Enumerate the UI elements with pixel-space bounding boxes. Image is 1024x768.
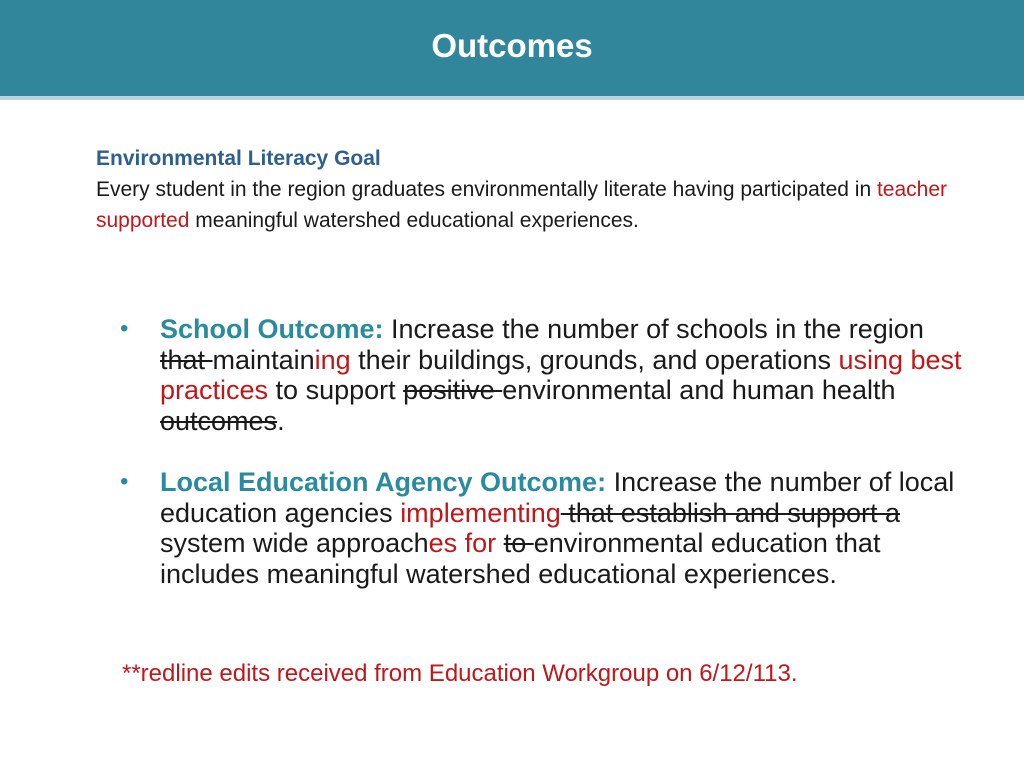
outcome-seg: their buildings, grounds, and operations [350,344,839,375]
outcome-seg-inserted: es for [428,528,497,558]
slide-title: Outcomes [431,27,593,64]
outcome-list [120,314,970,589]
outcome-text [160,467,970,589]
outcome-seg-deleted: positive [403,375,503,405]
outcome-seg-deleted: that establish and support a [560,497,900,528]
bullet-icon: • [120,468,129,495]
outcome-seg: system wide approach [160,528,429,558]
goal-text-part2: meaningful watershed educational experiences. [189,209,639,232]
goal-block [96,143,996,236]
goal-text-red: teacher supported [96,178,948,232]
goal-text-part1: Every student in the region graduates environmentally literate having participated in [96,178,877,201]
outcome-seg: maintain [212,344,315,375]
outcome-seg: Increase the number of schools in the region [383,314,924,344]
outcome-seg-deleted: that [160,344,213,375]
outcome-seg: Increase the number of local education agencies [160,467,955,528]
outcome-item-lea [120,467,970,589]
title-bar [0,0,1024,100]
redline-note: **redline edits received from Education Workgroup on 6/12/113. [122,660,798,687]
outcome-seg: . [277,405,285,436]
goal-heading: Environmental Literacy Goal [96,147,381,170]
goal-statement [96,174,996,236]
outcome-seg: to support [268,375,404,405]
outcome-seg-inserted: implementing [400,497,561,528]
outcome-seg-deleted: to [503,528,534,558]
outcome-seg-deleted: outcomes [160,405,278,436]
outcome-seg-inserted: ing [314,344,351,375]
outcome-label: School Outcome: [160,314,384,344]
outcome-seg: environmental and human health [502,375,896,405]
outcome-text [160,314,970,436]
outcome-seg-inserted: using best practices [160,344,962,405]
outcome-seg [496,528,504,558]
outcome-label: Local Education Agency Outcome: [160,467,607,497]
bullet-icon: • [120,315,129,342]
outcome-seg: environmental education that includes meaningful watershed educational experiences. [160,528,881,589]
outcome-item-school [120,314,970,436]
